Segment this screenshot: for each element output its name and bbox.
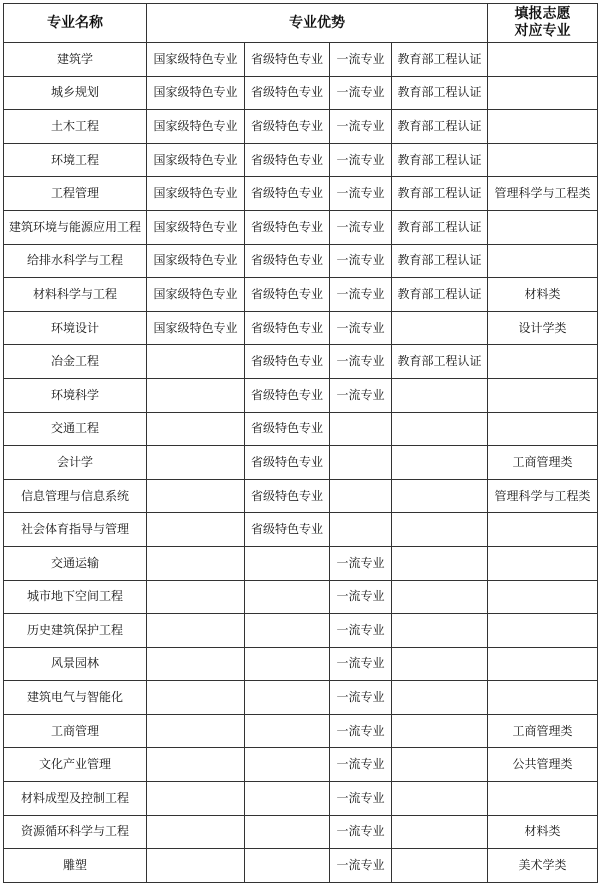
- engineering-cert-cell: 教育部工程认证: [392, 143, 488, 177]
- national-feature-cell: [147, 479, 245, 513]
- first-class-cell: 一流专业: [330, 849, 392, 883]
- major-name-cell: 工程管理: [4, 177, 147, 211]
- first-class-cell: 一流专业: [330, 43, 392, 77]
- header-application-line2: 对应专业: [514, 23, 571, 39]
- major-name-cell: 城乡规划: [4, 76, 147, 110]
- provincial-feature-cell: [245, 681, 330, 715]
- engineering-cert-cell: 教育部工程认证: [392, 76, 488, 110]
- engineering-cert-cell: [392, 378, 488, 412]
- national-feature-cell: 国家级特色专业: [147, 278, 245, 312]
- first-class-cell: 一流专业: [330, 76, 392, 110]
- national-feature-cell: 国家级特色专业: [147, 143, 245, 177]
- provincial-feature-cell: 省级特色专业: [245, 378, 330, 412]
- application-category-cell: [488, 43, 598, 77]
- national-feature-cell: 国家级特色专业: [147, 210, 245, 244]
- provincial-feature-cell: 省级特色专业: [245, 311, 330, 345]
- table-row: [4, 782, 598, 816]
- provincial-feature-cell: 省级特色专业: [245, 446, 330, 480]
- table-row: [4, 446, 598, 480]
- national-feature-cell: [147, 412, 245, 446]
- first-class-cell: 一流专业: [330, 782, 392, 816]
- application-category-cell: [488, 647, 598, 681]
- application-category-cell: 管理科学与工程类: [488, 177, 598, 211]
- major-name-cell: 建筑电气与智能化: [4, 681, 147, 715]
- first-class-cell: [330, 446, 392, 480]
- header-major-name: 专业名称: [4, 4, 147, 43]
- table-row: [4, 278, 598, 312]
- first-class-cell: 一流专业: [330, 815, 392, 849]
- engineering-cert-cell: [392, 614, 488, 648]
- major-name-cell: 材料科学与工程: [4, 278, 147, 312]
- provincial-feature-cell: 省级特色专业: [245, 76, 330, 110]
- major-name-cell: 交通工程: [4, 412, 147, 446]
- engineering-cert-cell: [392, 311, 488, 345]
- first-class-cell: 一流专业: [330, 210, 392, 244]
- table-row: [4, 311, 598, 345]
- major-name-cell: 会计学: [4, 446, 147, 480]
- national-feature-cell: [147, 345, 245, 379]
- application-category-cell: [488, 513, 598, 547]
- table-row: [4, 412, 598, 446]
- application-category-cell: [488, 244, 598, 278]
- national-feature-cell: [147, 614, 245, 648]
- application-category-cell: 工商管理类: [488, 714, 598, 748]
- table-row: [4, 714, 598, 748]
- provincial-feature-cell: 省级特色专业: [245, 513, 330, 547]
- major-name-cell: 城市地下空间工程: [4, 580, 147, 614]
- engineering-cert-cell: [392, 849, 488, 883]
- table-row: [4, 76, 598, 110]
- national-feature-cell: [147, 446, 245, 480]
- provincial-feature-cell: [245, 782, 330, 816]
- table-row: [4, 849, 598, 883]
- national-feature-cell: 国家级特色专业: [147, 177, 245, 211]
- majors-table: [3, 3, 598, 883]
- major-name-cell: 环境设计: [4, 311, 147, 345]
- first-class-cell: 一流专业: [330, 244, 392, 278]
- engineering-cert-cell: [392, 748, 488, 782]
- application-category-cell: 美术学类: [488, 849, 598, 883]
- engineering-cert-cell: [392, 681, 488, 715]
- engineering-cert-cell: [392, 546, 488, 580]
- table-row: [4, 748, 598, 782]
- table-row: [4, 244, 598, 278]
- application-category-cell: [488, 378, 598, 412]
- first-class-cell: 一流专业: [330, 748, 392, 782]
- application-category-cell: 工商管理类: [488, 446, 598, 480]
- major-name-cell: 历史建筑保护工程: [4, 614, 147, 648]
- major-name-cell: 社会体育指导与管理: [4, 513, 147, 547]
- major-name-cell: 资源循环科学与工程: [4, 815, 147, 849]
- engineering-cert-cell: 教育部工程认证: [392, 210, 488, 244]
- application-category-cell: [488, 345, 598, 379]
- national-feature-cell: [147, 546, 245, 580]
- engineering-cert-cell: [392, 580, 488, 614]
- application-category-cell: 公共管理类: [488, 748, 598, 782]
- provincial-feature-cell: 省级特色专业: [245, 177, 330, 211]
- provincial-feature-cell: 省级特色专业: [245, 345, 330, 379]
- table-body: [4, 43, 598, 883]
- application-category-cell: [488, 412, 598, 446]
- national-feature-cell: 国家级特色专业: [147, 244, 245, 278]
- engineering-cert-cell: [392, 479, 488, 513]
- national-feature-cell: 国家级特色专业: [147, 43, 245, 77]
- national-feature-cell: [147, 748, 245, 782]
- provincial-feature-cell: 省级特色专业: [245, 43, 330, 77]
- major-name-cell: 环境工程: [4, 143, 147, 177]
- application-category-cell: [488, 681, 598, 715]
- national-feature-cell: 国家级特色专业: [147, 311, 245, 345]
- provincial-feature-cell: 省级特色专业: [245, 244, 330, 278]
- first-class-cell: 一流专业: [330, 714, 392, 748]
- table-row: [4, 177, 598, 211]
- national-feature-cell: [147, 782, 245, 816]
- provincial-feature-cell: 省级特色专业: [245, 412, 330, 446]
- application-category-cell: 材料类: [488, 278, 598, 312]
- national-feature-cell: [147, 378, 245, 412]
- table-row: [4, 479, 598, 513]
- header-advantages: 专业优势: [147, 4, 488, 43]
- national-feature-cell: [147, 681, 245, 715]
- table-row: [4, 580, 598, 614]
- major-name-cell: 雕塑: [4, 849, 147, 883]
- first-class-cell: 一流专业: [330, 580, 392, 614]
- provincial-feature-cell: 省级特色专业: [245, 143, 330, 177]
- application-category-cell: [488, 546, 598, 580]
- table-header-row: [4, 4, 598, 43]
- engineering-cert-cell: 教育部工程认证: [392, 345, 488, 379]
- table-row: [4, 513, 598, 547]
- national-feature-cell: [147, 714, 245, 748]
- table-row: [4, 647, 598, 681]
- first-class-cell: 一流专业: [330, 647, 392, 681]
- provincial-feature-cell: 省级特色专业: [245, 479, 330, 513]
- engineering-cert-cell: [392, 446, 488, 480]
- header-application: [488, 4, 598, 43]
- major-name-cell: 建筑环境与能源应用工程: [4, 210, 147, 244]
- national-feature-cell: [147, 849, 245, 883]
- provincial-feature-cell: [245, 714, 330, 748]
- engineering-cert-cell: 教育部工程认证: [392, 43, 488, 77]
- major-name-cell: 给排水科学与工程: [4, 244, 147, 278]
- engineering-cert-cell: [392, 714, 488, 748]
- first-class-cell: 一流专业: [330, 143, 392, 177]
- engineering-cert-cell: [392, 513, 488, 547]
- major-name-cell: 交通运输: [4, 546, 147, 580]
- national-feature-cell: 国家级特色专业: [147, 76, 245, 110]
- national-feature-cell: [147, 580, 245, 614]
- table-row: [4, 43, 598, 77]
- major-name-cell: 冶金工程: [4, 345, 147, 379]
- major-name-cell: 文化产业管理: [4, 748, 147, 782]
- first-class-cell: [330, 479, 392, 513]
- provincial-feature-cell: [245, 849, 330, 883]
- provincial-feature-cell: 省级特色专业: [245, 110, 330, 144]
- provincial-feature-cell: 省级特色专业: [245, 278, 330, 312]
- table-row: [4, 210, 598, 244]
- table-row: [4, 345, 598, 379]
- major-name-cell: 工商管理: [4, 714, 147, 748]
- table-row: [4, 815, 598, 849]
- provincial-feature-cell: [245, 546, 330, 580]
- engineering-cert-cell: 教育部工程认证: [392, 110, 488, 144]
- first-class-cell: 一流专业: [330, 546, 392, 580]
- provincial-feature-cell: 省级特色专业: [245, 210, 330, 244]
- provincial-feature-cell: [245, 580, 330, 614]
- provincial-feature-cell: [245, 815, 330, 849]
- provincial-feature-cell: [245, 647, 330, 681]
- table-row: [4, 110, 598, 144]
- major-name-cell: 建筑学: [4, 43, 147, 77]
- application-category-cell: [488, 110, 598, 144]
- national-feature-cell: [147, 647, 245, 681]
- application-category-cell: [488, 210, 598, 244]
- table-row: [4, 614, 598, 648]
- application-category-cell: [488, 76, 598, 110]
- application-category-cell: [488, 782, 598, 816]
- engineering-cert-cell: 教育部工程认证: [392, 278, 488, 312]
- table-row: [4, 143, 598, 177]
- major-name-cell: 信息管理与信息系统: [4, 479, 147, 513]
- first-class-cell: 一流专业: [330, 681, 392, 715]
- first-class-cell: 一流专业: [330, 311, 392, 345]
- engineering-cert-cell: [392, 647, 488, 681]
- application-category-cell: 管理科学与工程类: [488, 479, 598, 513]
- national-feature-cell: [147, 815, 245, 849]
- table-row: [4, 681, 598, 715]
- application-category-cell: 材料类: [488, 815, 598, 849]
- application-category-cell: 设计学类: [488, 311, 598, 345]
- national-feature-cell: 国家级特色专业: [147, 110, 245, 144]
- first-class-cell: 一流专业: [330, 110, 392, 144]
- engineering-cert-cell: [392, 782, 488, 816]
- first-class-cell: 一流专业: [330, 278, 392, 312]
- engineering-cert-cell: [392, 815, 488, 849]
- first-class-cell: [330, 412, 392, 446]
- engineering-cert-cell: 教育部工程认证: [392, 177, 488, 211]
- major-name-cell: 风景园林: [4, 647, 147, 681]
- provincial-feature-cell: [245, 614, 330, 648]
- first-class-cell: 一流专业: [330, 345, 392, 379]
- table-row: [4, 546, 598, 580]
- header-application-line1: 填报志愿: [514, 6, 571, 22]
- application-category-cell: [488, 580, 598, 614]
- first-class-cell: 一流专业: [330, 177, 392, 211]
- first-class-cell: 一流专业: [330, 378, 392, 412]
- table-row: [4, 378, 598, 412]
- first-class-cell: 一流专业: [330, 614, 392, 648]
- national-feature-cell: [147, 513, 245, 547]
- major-name-cell: 环境科学: [4, 378, 147, 412]
- major-name-cell: 材料成型及控制工程: [4, 782, 147, 816]
- engineering-cert-cell: 教育部工程认证: [392, 244, 488, 278]
- first-class-cell: [330, 513, 392, 547]
- major-name-cell: 土木工程: [4, 110, 147, 144]
- provincial-feature-cell: [245, 748, 330, 782]
- engineering-cert-cell: [392, 412, 488, 446]
- application-category-cell: [488, 143, 598, 177]
- application-category-cell: [488, 614, 598, 648]
